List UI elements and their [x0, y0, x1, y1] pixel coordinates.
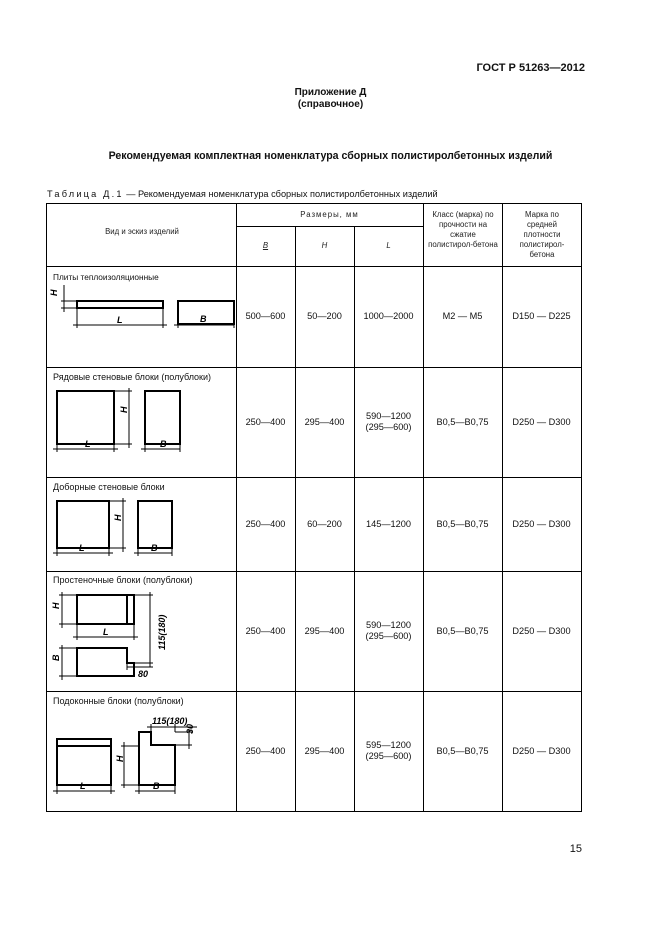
appendix-title — [0, 87, 661, 111]
row-name-additional-blocks: Доборные стеновые блоки — [53, 482, 165, 492]
row-1-l-value: 590—1200 — [366, 411, 411, 421]
sill-dim-30: 30 — [185, 723, 195, 734]
row-divider — [236, 226, 423, 227]
sill-b-label: B — [153, 781, 160, 791]
row-name-sill-blocks: Подоконные блоки (полублоки) — [53, 696, 184, 706]
section-heading: Рекомендуемая комплектная номенклатура сборных полистиролбетонных изделий — [108, 150, 553, 162]
row-1-l — [354, 367, 423, 477]
row-2-l: 145—1200 — [366, 518, 411, 529]
row-2-mark: D250 — D300 — [512, 518, 571, 529]
pier-b-label: B — [51, 654, 61, 661]
pier-dim-80: 80 — [138, 669, 149, 679]
pier-h-label: H — [51, 602, 61, 609]
standard-code: ГОСТ Р 51263—2012 — [476, 62, 585, 74]
additional-h-label: H — [113, 514, 123, 521]
plate-b-label: B — [200, 314, 207, 324]
row-0-b: 500—600 — [245, 311, 286, 321]
header-h: H — [321, 241, 328, 250]
header-b: B — [262, 241, 269, 250]
sill-h-label: H — [115, 755, 125, 762]
appendix-note: (справочное) — [297, 99, 364, 110]
row-1-h: 295—400 — [304, 416, 345, 427]
additional-l-label: L — [79, 543, 85, 553]
row-4-mark: D250 — D300 — [512, 745, 571, 756]
row-0-class: М2 — М5 — [442, 311, 483, 321]
row-2-h: 60—200 — [307, 518, 342, 529]
row-1-mark: D250 — D300 — [512, 416, 571, 427]
row-name-pier-blocks: Простеночные блоки (полублоки) — [53, 575, 193, 585]
row-3-l-value: 590—1200 — [366, 620, 411, 630]
table-caption — [47, 189, 438, 199]
row-4-l-value: 595—1200 — [366, 740, 411, 750]
header-view: Вид и эскиз изделий — [105, 227, 179, 236]
plate-h-label: H — [49, 289, 59, 296]
row-4-l-half: (295—600) — [365, 751, 412, 761]
header-mark: Марка по средней плотности полистирол-бетона — [519, 210, 565, 259]
row-name-ordinary-blocks: Рядовые стеновые блоки (полублоки) — [53, 372, 212, 382]
additional-block-sketch — [47, 496, 236, 562]
ordinary-h-label: H — [119, 406, 129, 413]
row-name-plates: Плиты теплоизоляционные — [53, 272, 159, 282]
row-3-class: В0,5—В0,75 — [436, 625, 489, 636]
row-1-b: 250—400 — [245, 416, 286, 427]
sill-l-label: L — [80, 781, 86, 791]
table-caption-prefix: Таблица Д.1 — [47, 189, 124, 199]
row-2-class: В0,5—В0,75 — [436, 518, 489, 529]
table-caption-text: — Рекомендуемая номенклатура сборных полистиролбетонных изделий — [123, 189, 438, 199]
header-class: Класс (марка) по прочности на сжатие полистирол-бетона — [428, 210, 498, 249]
row-3-l-half: (295—600) — [365, 631, 412, 641]
header-sizes: Размеры, мм — [300, 210, 359, 219]
row-0-l: 1000—2000 — [363, 311, 414, 321]
appendix-label: Приложение Д — [294, 87, 367, 98]
row-3-b: 250—400 — [245, 625, 286, 636]
row-4-h: 295—400 — [304, 745, 345, 756]
row-0-h: 50—200 — [307, 311, 342, 321]
pier-l-label: L — [103, 627, 109, 637]
row-3-l — [354, 571, 423, 691]
page-number: 15 — [569, 843, 582, 855]
plate-l-label: L — [117, 315, 123, 325]
ordinary-block-sketch — [47, 386, 236, 456]
row-0-mark: D150 — D225 — [512, 311, 571, 321]
row-1-l-half: (295—600) — [365, 422, 412, 432]
pier-block-sketch — [47, 590, 236, 686]
plate-sketch — [47, 282, 236, 332]
additional-b-label: B — [151, 543, 158, 553]
row-3-h: 295—400 — [304, 625, 345, 636]
ordinary-l-label: L — [85, 439, 91, 449]
ordinary-b-label: B — [160, 439, 167, 449]
sill-dim-115-180: 115(180) — [152, 716, 188, 726]
row-1-class: В0,5—В0,75 — [436, 416, 489, 427]
pier-dim-115-180: 115(180) — [157, 614, 167, 650]
sill-block-sketch — [47, 714, 236, 800]
row-3-mark: D250 — D300 — [512, 625, 571, 636]
row-4-class: В0,5—В0,75 — [436, 745, 489, 756]
row-2-b: 250—400 — [245, 518, 286, 529]
nomenclature-table — [46, 203, 582, 812]
row-4-b: 250—400 — [245, 745, 286, 756]
header-l: L — [386, 241, 391, 250]
row-4-l — [354, 691, 423, 811]
